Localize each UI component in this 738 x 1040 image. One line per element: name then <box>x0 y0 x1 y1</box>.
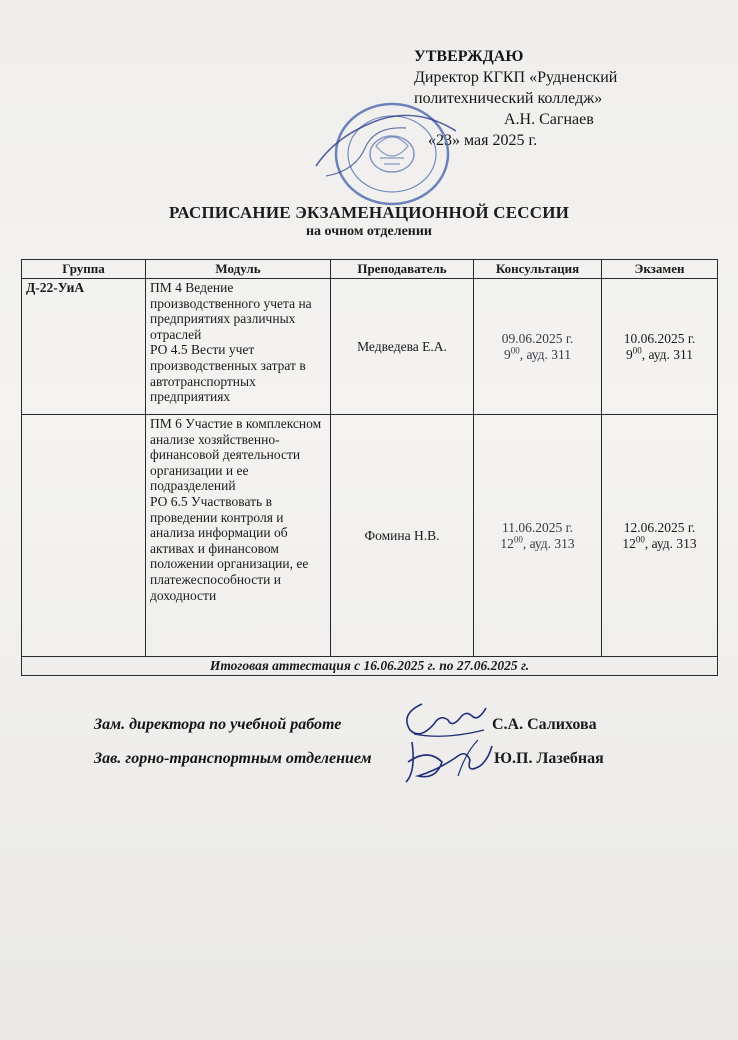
consultation-hour: 12 <box>500 535 514 551</box>
consultation-time <box>478 536 597 552</box>
header-exam: Экзамен <box>602 260 718 279</box>
consultation-date: 11.06.2025 г. <box>501 519 573 535</box>
learning-outcome: РО 6.5 Участвовать в проведении контроля и анализа информации об активах и финансовом положении организации, ее платежеспособности и доходности <box>150 493 309 603</box>
teacher-cell: Фомина Н.В. <box>331 415 474 657</box>
table-row <box>22 415 718 657</box>
exam-date: 10.06.2025 г. <box>623 330 696 346</box>
exam-date: 12.06.2025 г. <box>623 519 696 535</box>
exam-hour: 9 <box>625 346 633 362</box>
deputy-name: С.А. Салихова <box>492 716 597 733</box>
final-attestation-text: Итоговая аттестация с 16.06.2025 г. по 27.06.2025 г. <box>22 657 718 676</box>
learning-outcome: РО 4.5 Вести учет производственных затрат в автотранспортных предприятиях <box>150 342 306 405</box>
teacher-cell: Медведева Е.А. <box>331 279 474 415</box>
consultation-time <box>478 347 597 363</box>
approval-line-1: Директор КГКП «Рудненский <box>414 69 618 86</box>
module-name: ПМ 6 Участие в комплексном анализе хозяйственно-финансовой деятельности организации и ее подразделений <box>150 416 322 494</box>
approval-line-2: политехнический колледж» <box>414 90 603 107</box>
head-name: Ю.П. Лазебная <box>494 750 604 767</box>
round-seal-stamp <box>306 96 466 206</box>
approval-title: УТВЕРЖДАЮ <box>414 48 524 65</box>
exam-cell <box>602 279 718 415</box>
final-attestation-row <box>22 657 718 676</box>
header-teacher: Преподаватель <box>331 260 474 279</box>
consultation-cell <box>474 415 602 657</box>
exam-time <box>606 347 713 363</box>
header-group: Группа <box>22 260 146 279</box>
exam-room: , ауд. 313 <box>644 535 697 551</box>
exam-schedule-table <box>21 259 718 676</box>
header-module: Модуль <box>146 260 331 279</box>
document-subtitle: на очном отделении <box>305 224 432 239</box>
exam-hour: 12 <box>622 535 636 551</box>
exam-time <box>606 536 713 552</box>
exam-cell <box>602 415 718 657</box>
module-cell <box>146 415 331 657</box>
group-cell: Д-22-УиА <box>22 279 146 415</box>
exam-minutes: 00 <box>635 534 645 544</box>
module-cell <box>146 279 331 415</box>
head-title: Зав. горно-транспортным отделением <box>94 750 372 767</box>
header-consultation: Консультация <box>474 260 602 279</box>
document-title: РАСПИСАНИЕ ЭКЗАМЕНАЦИОННОЙ СЕССИИ <box>168 203 570 222</box>
module-name: ПМ 4 Ведение производственного учета на предприятиях различных отраслей <box>150 280 312 342</box>
group-cell <box>22 415 146 657</box>
consultation-room: , ауд. 313 <box>522 535 575 551</box>
approval-date: «23» мая 2025 г. <box>428 132 538 149</box>
consultation-hour: 9 <box>503 346 511 362</box>
table-row <box>22 279 718 415</box>
consultation-minutes: 00 <box>510 345 520 355</box>
exam-minutes: 00 <box>632 345 642 355</box>
consultation-minutes: 00 <box>513 534 523 544</box>
table-header-row <box>22 260 718 279</box>
head-signature <box>398 732 496 792</box>
exam-room: , ауд. 311 <box>641 346 694 362</box>
deputy-title: Зам. директора по учебной работе <box>94 716 342 733</box>
consultation-date: 09.06.2025 г. <box>501 330 574 346</box>
approval-signer: А.Н. Сагнаев <box>504 111 594 128</box>
consultation-room: , ауд. 311 <box>519 346 572 362</box>
consultation-cell <box>474 279 602 415</box>
